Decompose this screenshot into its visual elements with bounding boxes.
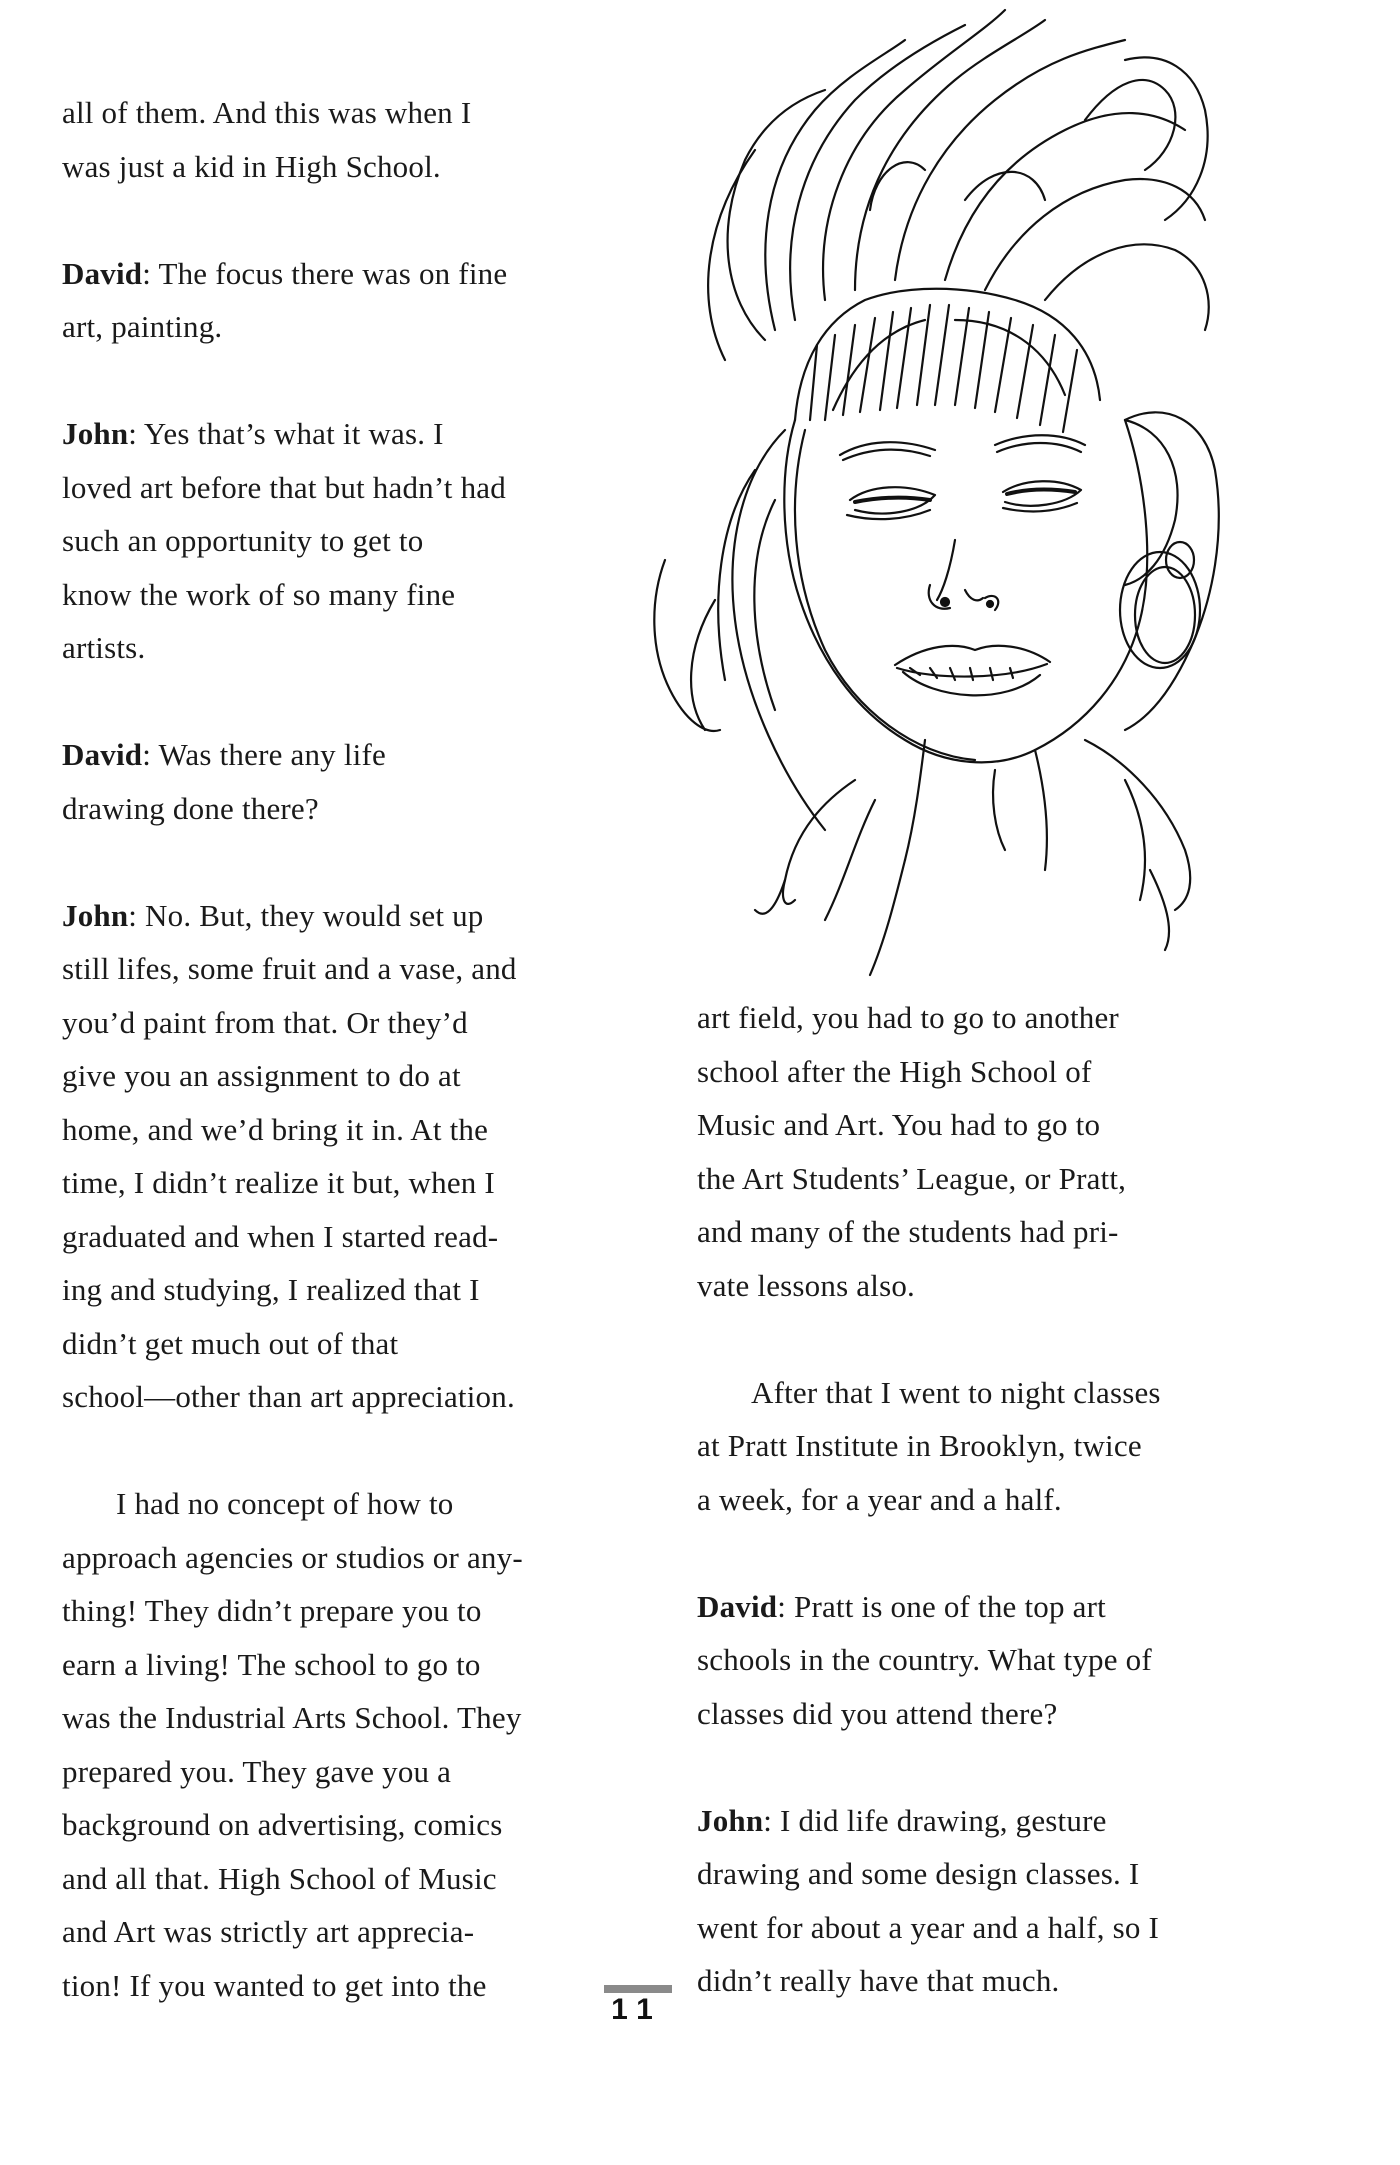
text-line: know the work of so many fine [62, 576, 456, 612]
text-line [697, 1794, 1217, 1848]
page-number: 11 [611, 1993, 663, 2026]
paragraph [697, 1366, 1217, 1527]
speaker-name: John [62, 897, 129, 933]
text-line: ing and studying, I realized that I [62, 1272, 480, 1307]
paragraph [62, 728, 582, 835]
text-line: and all that. High School of Music [62, 1860, 497, 1896]
text-line: you’d paint from that. Or they’d [62, 1004, 468, 1040]
speaker-name: John [697, 1802, 764, 1838]
text-line: art field, you had to go to another [697, 1000, 1119, 1035]
text-fragment: : No. But, they would set up [128, 897, 484, 933]
text-line: and many of the students had pri- [697, 1214, 1119, 1249]
left-column [62, 86, 582, 2012]
text-line: the Art Students’ League, or Pratt, [697, 1160, 1127, 1196]
paragraph [697, 1580, 1217, 1741]
text-line: went for about a year and a half, so I [697, 1909, 1160, 1945]
text-fragment: : I did life drawing, gesture [763, 1802, 1107, 1838]
text-fragment: : Was there any life [142, 737, 386, 772]
text-line: artists. [62, 630, 146, 665]
text-line: drawing done there? [62, 790, 319, 826]
speaker-name: John [62, 416, 129, 451]
text-line: schools in the country. What type of [697, 1642, 1152, 1677]
text-line: tion! If you wanted to get into the [62, 1967, 487, 2003]
text-line: home, and we’d bring it in. At the [62, 1111, 489, 1147]
text-line: classes did you attend there? [697, 1695, 1058, 1731]
text-line: approach agencies or studios or any- [62, 1539, 523, 1575]
speaker-name: David [697, 1588, 778, 1624]
text-line: school—other than art appreciation. [62, 1379, 515, 1414]
text-line: loved art before that but hadn’t had [62, 469, 506, 505]
text-line: didn’t get much out of that [62, 1325, 399, 1361]
text-line: thing! They didn’t prepare you to [62, 1593, 482, 1628]
text-line: a week, for a year and a half. [697, 1481, 1062, 1517]
paragraph [697, 1794, 1217, 2008]
text-line: After that I went to night classes [751, 1374, 1161, 1410]
text-line: art, painting. [62, 309, 223, 344]
text-fragment: : The focus there was on fine [142, 255, 508, 291]
paragraph [62, 407, 582, 675]
text-line: prepared you. They gave you a [62, 1753, 452, 1789]
paragraph [697, 991, 1217, 1312]
text-line: I had no concept of how to [116, 1486, 454, 1521]
speaker-name: David [62, 737, 143, 772]
text-line: and Art was strictly art apprecia- [62, 1914, 475, 1949]
text-line: time, I didn’t realize it but, when I [62, 1165, 495, 1200]
woman-portrait-sketch-icon [525, 0, 1225, 990]
text-line [62, 247, 582, 301]
text-line: Music and Art. You had to go to [697, 1107, 1101, 1142]
text-line: graduated and when I started read- [62, 1218, 499, 1254]
text-line: was just a kid in High School. [62, 148, 441, 184]
text-line: background on advertising, comics [62, 1807, 503, 1842]
paragraph [62, 86, 582, 193]
text-line: vate lessons also. [697, 1267, 915, 1303]
text-fragment: : Pratt is one of the top art [777, 1588, 1106, 1624]
paragraph [62, 1477, 582, 2012]
right-column [697, 991, 1217, 2008]
text-line [697, 1580, 1217, 1634]
text-fragment: : Yes that’s what it was. I [128, 416, 444, 451]
page-number-bar [604, 1985, 672, 1993]
text-line: give you an assignment to do at [62, 1058, 461, 1093]
text-line [62, 889, 582, 943]
text-line: at Pratt Institute in Brooklyn, twice [697, 1428, 1142, 1463]
text-line: all of them. And this was when I [62, 95, 472, 130]
text-line: still lifes, some fruit and a vase, and [62, 951, 517, 986]
paragraph [62, 889, 582, 1424]
paragraph [62, 247, 582, 354]
text-line [62, 407, 582, 461]
speaker-name: David [62, 255, 143, 291]
text-line: didn’t really have that much. [697, 1963, 1060, 1998]
text-line: earn a living! The school to go to [62, 1646, 481, 1682]
text-line: was the Industrial Arts School. They [62, 1700, 522, 1735]
text-line: school after the High School of [697, 1053, 1092, 1089]
text-line [62, 728, 582, 782]
text-line: drawing and some design classes. I [697, 1856, 1140, 1891]
text-line: such an opportunity to get to [62, 523, 424, 558]
